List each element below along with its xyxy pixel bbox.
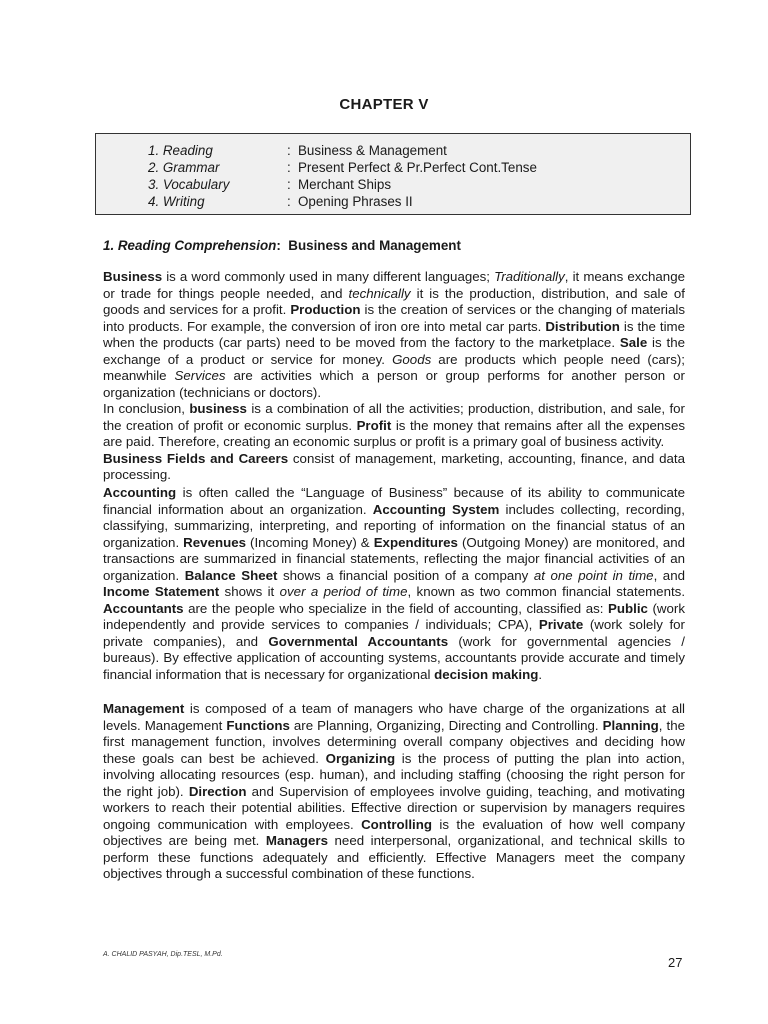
bold-term: Planning bbox=[602, 717, 659, 733]
footer-author: A. CHALID PASYAH, Dip.TESL, M.Pd. bbox=[103, 951, 223, 958]
bold-term: Direction bbox=[188, 783, 247, 799]
text-run: shows a financial position of a company bbox=[277, 567, 534, 583]
bold-term: Production bbox=[290, 302, 361, 317]
text-run: (work independently and provide services to companies / individuals; CPA), bbox=[103, 600, 685, 632]
bold-term: Sale bbox=[619, 335, 648, 350]
text-run: , it means exchange or trade for things people needed, and bbox=[103, 269, 685, 301]
text-run: consist of management, marketing, accounting, finance, and data processing. bbox=[103, 450, 685, 482]
text-run: it is the production, distribution, and sale of goods and services for a profit. bbox=[103, 285, 685, 317]
bold-term: Profit bbox=[356, 417, 392, 433]
bold-term: Distribution bbox=[545, 318, 620, 334]
topic-value: Business & Management bbox=[298, 143, 447, 158]
topic-value: Merchant Ships bbox=[298, 177, 392, 192]
text-run: . bbox=[538, 666, 543, 682]
text-run: (work solely for private companies), and bbox=[103, 617, 685, 649]
topic-value: Present Perfect & Pr.Perfect Cont.Tense bbox=[298, 160, 537, 175]
paragraph-management bbox=[103, 701, 685, 883]
text-run: is the exchange of a product or service for money. bbox=[103, 335, 685, 367]
bold-term: Governmental Accountants bbox=[268, 633, 449, 649]
bold-term: decision making bbox=[434, 666, 539, 682]
section-heading-title: Business and Management bbox=[288, 238, 461, 253]
text-run: , the first management function, involves determining overall company objectives and deciding how these goals can best be achieved. bbox=[103, 717, 685, 766]
italic-term: Traditionally bbox=[494, 269, 565, 284]
bold-term: Expenditures bbox=[373, 534, 458, 550]
text-run: need interpersonal, organizational, and technical skills to perform these functions adequately and efficiently. Effective Managers meet the company objectives through a successful combination of these functions. bbox=[103, 833, 685, 881]
bold-term: Functions bbox=[226, 717, 290, 733]
topic-row bbox=[96, 176, 690, 193]
text-run: (Incoming Money) & bbox=[246, 534, 374, 550]
text-run: includes collecting, recording, classifying, summarizing, interpreting, and reporting of information on the financial status of an organization. bbox=[103, 501, 685, 550]
bold-term: Accounting System bbox=[372, 501, 500, 517]
bold-term: Income Statement bbox=[103, 584, 220, 599]
text-run: is a combination of all the activities; production, distribution, and sale, for the creation of profit or economic surplus. bbox=[103, 401, 685, 433]
text-run: is the process of putting the plan into action, involving allocating resources (esp. human), and including staffing (choosing the right person for the right job). bbox=[103, 750, 685, 799]
bold-term: Accountants bbox=[103, 600, 184, 616]
topic-separator: : bbox=[287, 143, 291, 158]
text-run: is the time when the products (car parts) need to be moved from the factory to the marketplace. bbox=[103, 318, 685, 350]
bold-term: Revenues bbox=[183, 534, 246, 550]
section-heading-label: 1. Reading Comprehension bbox=[103, 238, 277, 253]
bold-term: Controlling bbox=[361, 816, 432, 832]
topic-value: Opening Phrases II bbox=[298, 194, 413, 209]
topic-row bbox=[96, 142, 690, 159]
topic-row bbox=[96, 193, 690, 210]
text-run: is the money that remains after all the expenses are paid. Therefore, creating an economic surplus or profit is a primary goal of business activity. bbox=[103, 417, 685, 449]
bold-term: Managers bbox=[265, 833, 328, 848]
italic-term: Goods bbox=[392, 351, 432, 367]
section-heading-colon: : bbox=[276, 238, 281, 253]
paragraph-accounting bbox=[103, 485, 685, 683]
text-run: are the people who specialize in the field of accounting, classified as: bbox=[183, 600, 609, 616]
text-run: , and bbox=[653, 567, 685, 583]
section-heading bbox=[103, 238, 461, 253]
bold-term: Accounting bbox=[103, 485, 177, 500]
topic-label: 1. Reading bbox=[148, 143, 213, 158]
topic-label: 3. Vocabulary bbox=[148, 177, 230, 192]
text-run: are products which people need (cars); meanwhile bbox=[103, 351, 685, 383]
bold-term: Organizing bbox=[325, 750, 396, 766]
text-run: (work for governmental agencies / bureaus). By effective application of accounting systems, accountants provide accurate and timely financial information that is necessary for organizational bbox=[103, 633, 685, 682]
bold-term: Business Fields and Careers bbox=[103, 450, 289, 466]
topic-separator: : bbox=[287, 160, 291, 175]
text-run: are Planning, Organizing, Directing and Controlling. bbox=[289, 717, 603, 733]
text-run: is the evaluation of how well company objectives are being met. bbox=[103, 816, 685, 848]
bold-term: Business bbox=[103, 269, 163, 284]
text-run: shows it bbox=[219, 584, 280, 599]
italic-term: Services bbox=[174, 368, 226, 383]
text-run: In conclusion, bbox=[103, 401, 190, 416]
text-run: is composed of a team of managers who have charge of the organizations at all levels. Management bbox=[103, 701, 685, 733]
bold-term: Balance Sheet bbox=[184, 567, 278, 583]
italic-term: over a period of time bbox=[279, 584, 408, 599]
topic-label: 2. Grammar bbox=[148, 160, 220, 175]
chapter-title: CHAPTER V bbox=[339, 96, 429, 113]
topic-label: 4. Writing bbox=[148, 194, 205, 209]
paragraph-business bbox=[103, 269, 685, 484]
italic-term: technically bbox=[348, 285, 411, 301]
text-run: , known as two common financial statements. bbox=[407, 584, 686, 599]
text-run: are activities which a person or group performs for another person or organization (technicians or doctors). bbox=[103, 368, 685, 400]
text-run: is the creation of services or the changing of materials into products. For example, the conversion of iron ore into metal car parts. bbox=[103, 302, 685, 334]
topic-separator: : bbox=[287, 194, 291, 209]
topic-separator: : bbox=[287, 177, 291, 192]
text-run: and Supervision of employees involve guiding, teaching, and motivating workers to reach their potential abilities. Effective direction or supervision by managers requires ongoing communication with employees. bbox=[103, 783, 685, 832]
bold-term: Management bbox=[103, 701, 185, 716]
bold-term: Public bbox=[608, 600, 648, 616]
page-number: 27 bbox=[668, 955, 683, 970]
text-run: is a word commonly used in many different languages; bbox=[162, 269, 495, 284]
text-run: is often called the “Language of Business” because of its ability to communicate financial information about an organization. bbox=[103, 485, 685, 517]
text-run: (Outgoing Money) are monitored, and transactions are summarized in financial statements, reflecting the major financial activities of an organization. bbox=[103, 534, 686, 583]
bold-term: business bbox=[189, 401, 247, 416]
italic-term: at one point in time bbox=[533, 567, 654, 583]
bold-term: Private bbox=[538, 617, 584, 632]
topics-box bbox=[95, 133, 691, 215]
topic-row bbox=[96, 159, 690, 176]
